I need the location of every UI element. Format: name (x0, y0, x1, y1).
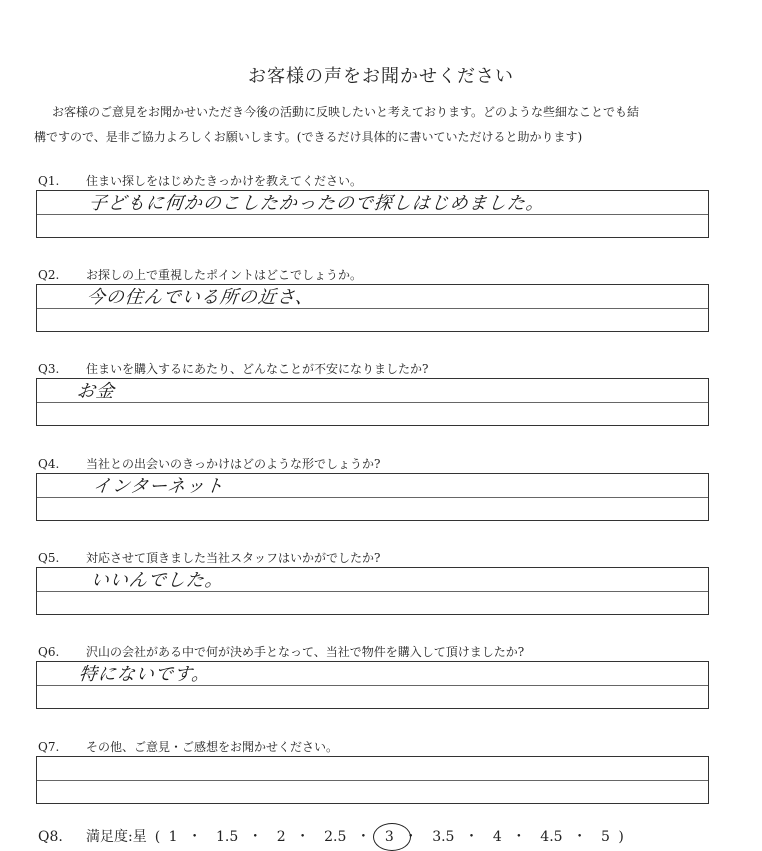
handwritten-answer-5: いいんでした。 (89, 570, 225, 591)
intro-line-1: お客様のご意見をお聞かせいただき今後の活動に反映したいと考えております。どのような些細なことでも結 (52, 105, 640, 119)
rating-option[interactable]: 1 (168, 829, 178, 845)
question-4 (38, 455, 380, 472)
question-number: Q7. (38, 740, 60, 754)
intro-text (34, 100, 724, 150)
rating-option[interactable]: 2 (276, 829, 286, 845)
rating-option[interactable]: 4 (492, 829, 502, 845)
rating-separator: ・ (403, 829, 418, 845)
rating-separator: ・ (572, 829, 587, 845)
intro-line-2: 構ですので、是非ご協力よろしくお願いします。(できるだけ具体的に書いていただけると助かります) (34, 130, 583, 144)
question-number: Q3. (38, 362, 60, 376)
rating-separator: ・ (464, 829, 479, 845)
question-6 (38, 643, 524, 660)
question-number: Q6. (38, 645, 60, 659)
question-number: Q5. (38, 551, 60, 565)
question-text: お探しの上で重視したポイントはどこでしょうか。 (86, 268, 363, 282)
question-text: 沢山の会社がある中で何が決め手となって、当社で物件を購入して頂けましたか? (86, 645, 525, 659)
handwritten-answer-4: インターネット (91, 476, 226, 497)
question-text: 当社との出会いのきっかけはどのような形でしょうか? (86, 457, 381, 471)
answer-box-7[interactable] (36, 756, 709, 804)
rating-separator: ・ (356, 829, 371, 845)
question-2 (38, 266, 362, 283)
answer-box-5[interactable] (36, 567, 709, 615)
rating-separator: ・ (187, 829, 202, 845)
question-text: その他、ご意見・ご感想をお聞かせください。 (86, 740, 339, 754)
question-number: Q1. (38, 174, 60, 188)
question-text: 対応させて頂きました当社スタッフはいかがでしたか? (86, 551, 381, 565)
answer-box-3[interactable] (36, 378, 709, 426)
rating-separator: ・ (295, 829, 310, 845)
rating-label: 満足度:星 (86, 829, 147, 845)
answer-box-4[interactable] (36, 473, 709, 521)
question-3 (38, 360, 428, 377)
rating-option[interactable]: 1.5 (216, 829, 239, 845)
rating-option[interactable]: 4.5 (540, 829, 563, 845)
satisfaction-rating (38, 826, 624, 846)
question-text: 住まい探しをはじめたきっかけを教えてください。 (86, 174, 363, 188)
rating-option-selected[interactable]: 3 (381, 829, 398, 845)
answer-box-1[interactable] (36, 190, 709, 238)
handwritten-answer-1: 子どもに何かのこしたかったので探しはじめました。 (87, 193, 546, 214)
rating-separator: ・ (248, 829, 263, 845)
question-7 (38, 738, 338, 755)
rating-option[interactable]: 5 (601, 829, 610, 845)
question-text: 住まいを購入するにあたり、どんなことが不安になりましたか? (86, 362, 429, 376)
question-1 (38, 172, 362, 189)
answer-rule (37, 402, 708, 403)
handwritten-answer-3: お金 (75, 381, 116, 402)
rating-close-paren: ) (618, 829, 624, 845)
page-title: お客様の声をお聞かせください (248, 66, 514, 87)
handwritten-answer-2: 今の住んでいる所の近さ、 (85, 287, 316, 308)
rating-separator: ・ (511, 829, 526, 845)
rating-open-paren: ( (154, 829, 161, 845)
answer-box-2[interactable] (36, 284, 709, 332)
question-number: Q8. (38, 829, 63, 845)
rating-option[interactable]: 3.5 (432, 829, 455, 845)
question-number: Q4. (38, 457, 60, 471)
question-5 (38, 549, 380, 566)
question-number: Q2. (38, 268, 60, 282)
answer-rule (37, 780, 708, 781)
answer-box-6[interactable] (36, 661, 709, 709)
rating-option[interactable]: 2.5 (324, 829, 347, 845)
handwritten-answer-6: 特にないです。 (77, 664, 212, 685)
